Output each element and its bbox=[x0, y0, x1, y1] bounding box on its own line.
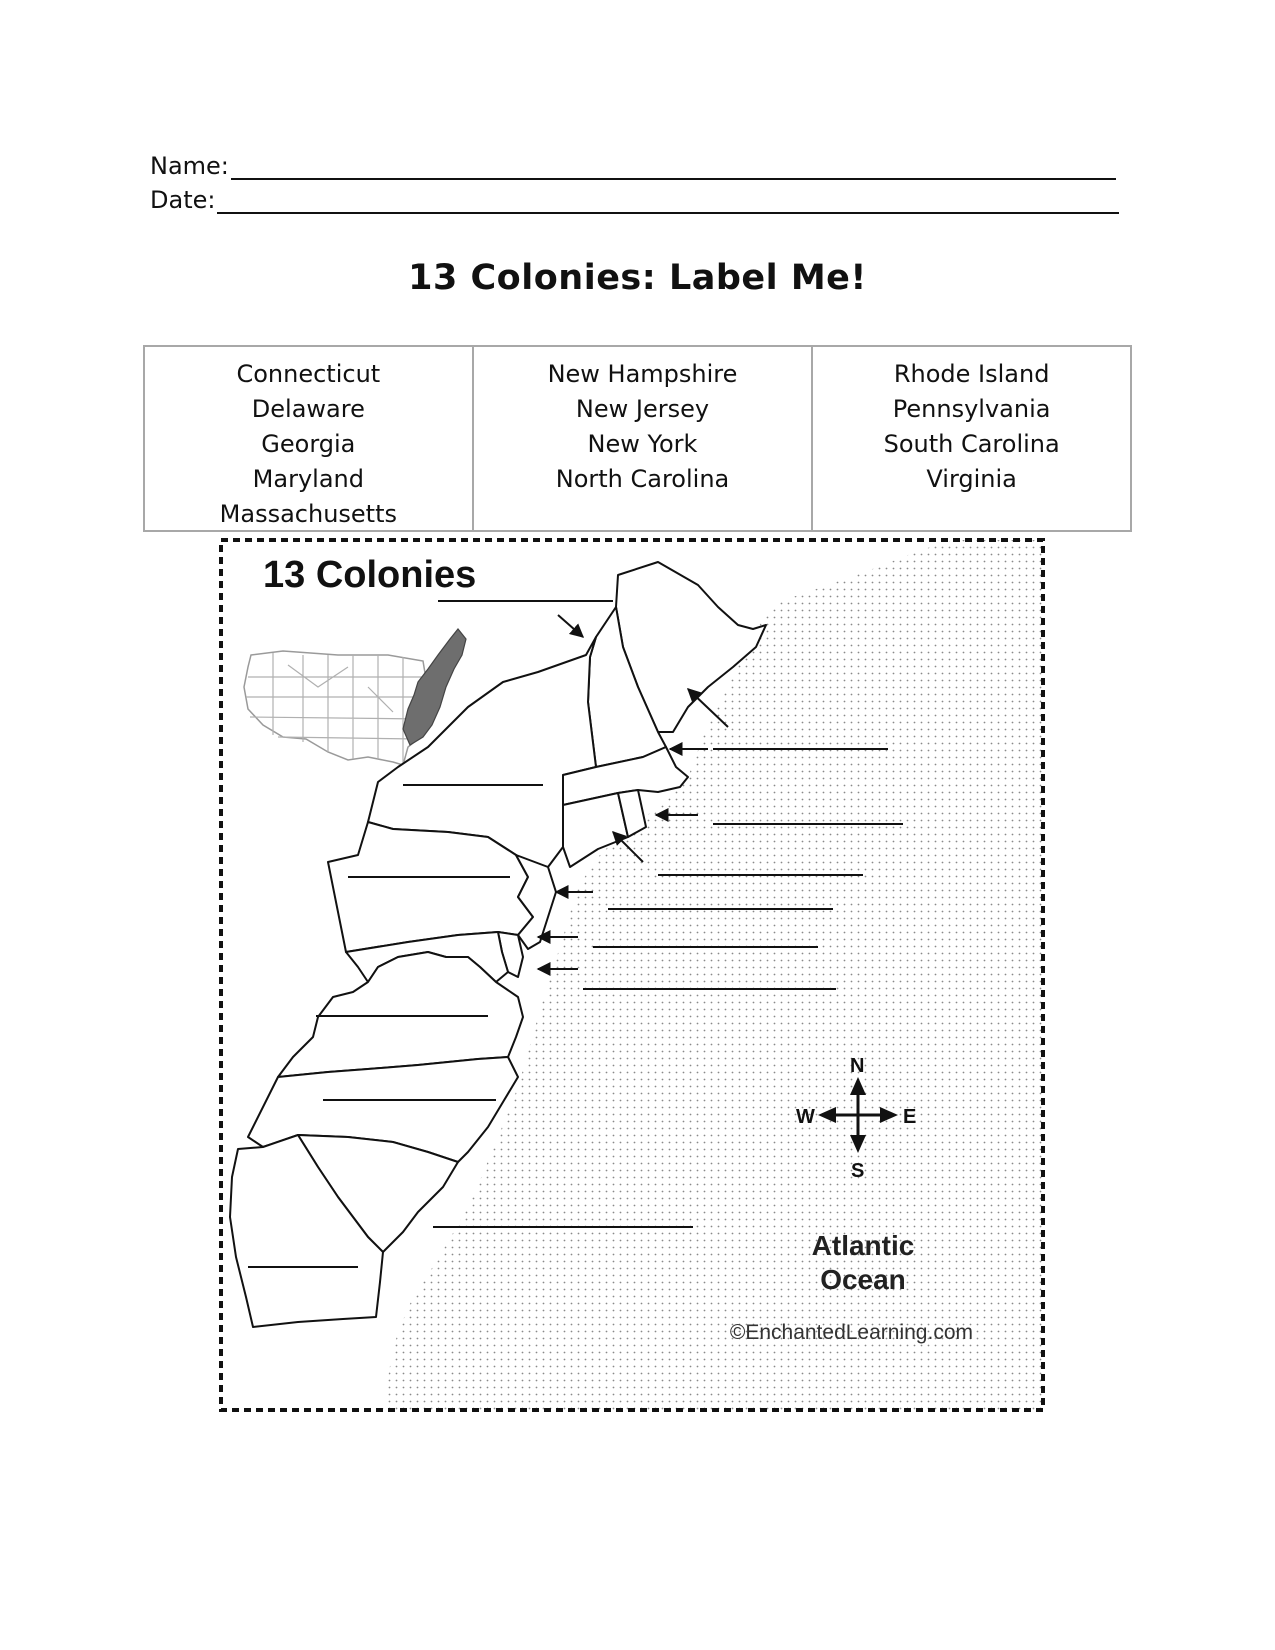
name-field[interactable] bbox=[150, 152, 1116, 180]
word-bank-item: Virginia bbox=[926, 465, 1017, 493]
word-bank-table bbox=[143, 345, 1132, 532]
worksheet-title: 13 Colonies: Label Me! bbox=[408, 258, 867, 298]
ocean-label-line2: Ocean bbox=[820, 1264, 906, 1295]
name-label: Name: bbox=[150, 152, 229, 180]
word-bank-item: New Hampshire bbox=[547, 360, 738, 388]
word-bank-item: Georgia bbox=[261, 430, 356, 458]
word-bank-item: North Carolina bbox=[555, 465, 730, 493]
word-bank-item: Massachusetts bbox=[219, 500, 397, 528]
word-bank-item: Connecticut bbox=[236, 360, 381, 388]
compass-north-label: N bbox=[850, 1055, 865, 1077]
ocean-label-line1: Atlantic bbox=[811, 1230, 915, 1261]
compass-south-label: S bbox=[851, 1160, 865, 1182]
copyright-text: ©EnchantedLearning.com bbox=[729, 1321, 973, 1344]
date-field[interactable] bbox=[150, 186, 1119, 214]
compass-east-label: E bbox=[903, 1106, 917, 1128]
word-bank-column bbox=[811, 347, 1130, 530]
date-blank-line[interactable] bbox=[217, 188, 1119, 214]
word-bank-item: New Jersey bbox=[575, 395, 710, 423]
word-bank-item: Delaware bbox=[251, 395, 365, 423]
arrow-pointer bbox=[558, 615, 583, 637]
word-bank-item: New York bbox=[587, 430, 698, 458]
word-bank-item: Rhode Island bbox=[893, 360, 1050, 388]
colonies-map bbox=[218, 537, 1046, 1413]
word-bank-column bbox=[472, 347, 812, 530]
word-bank-column bbox=[145, 347, 472, 530]
compass-west-label: W bbox=[796, 1106, 815, 1128]
name-blank-line[interactable] bbox=[231, 154, 1116, 180]
word-bank-item: South Carolina bbox=[883, 430, 1060, 458]
word-bank-item: Maryland bbox=[252, 465, 364, 493]
date-label: Date: bbox=[150, 186, 216, 214]
map-title: 13 Colonies bbox=[263, 554, 477, 596]
word-bank-item: Pennsylvania bbox=[892, 395, 1051, 423]
